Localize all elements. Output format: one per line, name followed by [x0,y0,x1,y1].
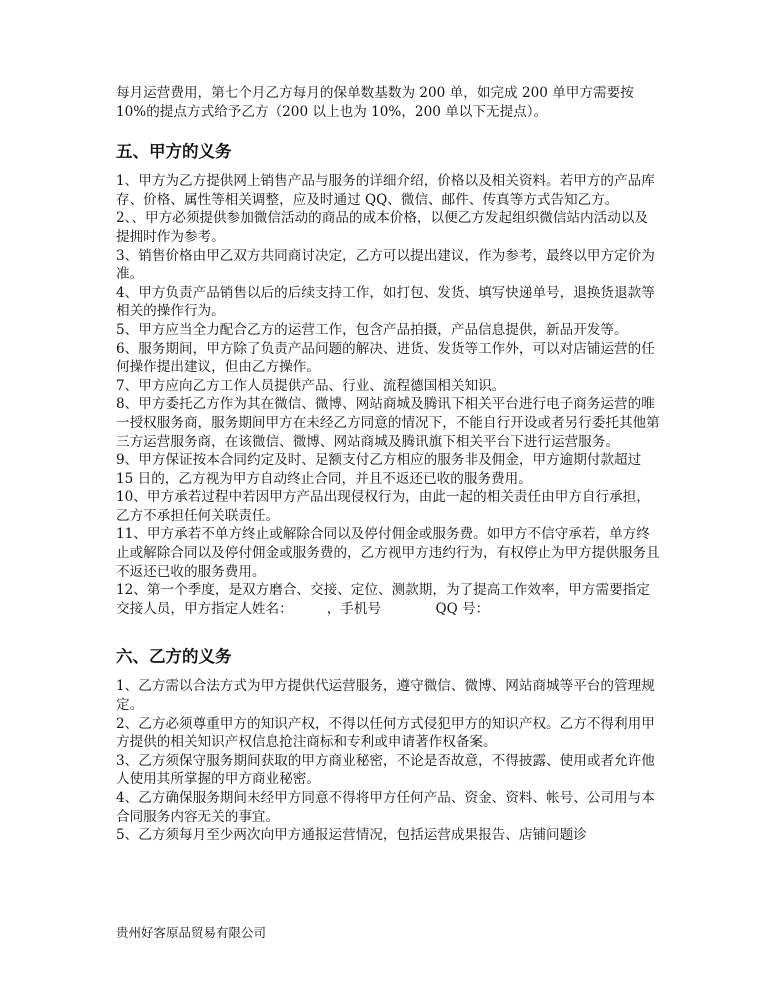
section-5-item-4: 4、甲方负责产品销售以后的后续支持工作，如打包、发货、填写快递单号，退换货退款等相关的操作行为。 [116,284,655,320]
section-5-item-9: 9、甲方保证按本合同约定及时、足额支付乙方相应的服务非及佣金，甲方逾期付款超过 15 日的，乙方视为甲方自动终止合同，并且不返还已收的服务费用。 [116,452,642,487]
section-6-title: 六、乙方的义务 [116,647,232,667]
section-5-item-10: 10、甲方承若过程中若因甲方产品出现侵权行为，由此一起的相关责任由甲方自行承担，乙方不承担任何关联责任。 [116,489,650,524]
section-5-item-6: 6、服务期间，甲方除了负责产品问题的解决、进货、发货等工作外，可以对店铺运营的任何操作提出建议，但由乙方操作。 [116,340,655,376]
page-footer-company: 贵州好客原品贸易有限公司 [116,925,267,940]
section-5-item-1: 1、甲方为乙方提供网上销售产品与服务的详细介绍，价格以及相关资料。若甲方的产品库存、价格、属性等相关调整，应及时通过 QQ、微信、邮件、传真等方式告知乙方。 [116,173,655,208]
section-5-item-12: 12、第一个季度，是双方磨合、交接、定位、测款期，为了提高工作效率，甲方需要指定交接人员，甲方指定人姓名： ，手机号 QQ 号： [116,582,650,617]
section-6-item-4: 4、乙方确保服务期间未经甲方同意不得将甲方任何产品、资金、资料、帐号、公司用与本合同服务内容无关的事宜。 [116,790,655,825]
document-body [116,84,661,845]
section-5-item-7: 7、甲方应向乙方工作人员提供产品、行业、流程德国相关知识。 [116,377,506,394]
section-6-item-1: 1、乙方需以合法方式为甲方提供代运营服务，遵守微信、微博、网站商城等平台的管理规定。 [116,678,655,714]
section-5-title: 五、甲方的义务 [116,142,232,162]
section-5-item-5: 5、甲方应当全力配合乙方的运营工作，包含产品拍摄，产品信息提供，新品开发等。 [116,321,628,338]
section-5-item-11: 11、甲方承若不单方终止或解除合同以及停付佣金或服务费。如甲方不信守承若，单方终止或解除合同以及停付佣金或服务费的，乙方视甲方违约行为，有权停止为甲方提供服务且不返还已收的服务费用。 [116,526,660,580]
section-6-item-5: 5、乙方须每月至少两次向甲方通报运营情况，包括运营成果报告、店铺问题诊 [116,827,587,844]
section-5-item-8: 8、甲方委托乙方作为其在微信、微博、网站商城及腾讯下相关平台进行电子商务运营的唯一授权服务商，服务期间甲方在未经乙方同意的情况下，不能自行开设或者另行委托其他第三方运营服务商，在该微信、微博、网站商城及腾讯旗下相关平台下进行运营服务。 [116,396,660,450]
section-6-item-3: 3、乙方须保守服务期间获取的甲方商业秘密，不论是否故意，不得披露、使用或者允许他人使用其所掌握的甲方商业秘密。 [116,752,655,788]
section-5-item-3: 3、销售价格由甲乙双方共同商讨决定，乙方可以提出建议，作为参考，最终以甲方定价为准。 [116,247,655,283]
section-6-item-2: 2、乙方必须尊重甲方的知识产权，不得以任何方式侵犯甲方的知识产权。乙方不得利用甲方提供的相关知识产权信息抢注商标和专利或申请著作权备案。 [116,715,655,751]
section-5-item-2: 2、、甲方必须提供参加微信活动的商品的成本价格，以便乙方发起组织微信站内活动以及提拥时作为参考。 [116,210,649,245]
intro-paragraph: 每月运营费用，第七个月乙方每月的保单数基数为 200 单，如完成 200 单甲方需要按 10%的提点方式给予乙方（200 以上也为 10%，200 单以下无提点）。 [116,85,634,120]
